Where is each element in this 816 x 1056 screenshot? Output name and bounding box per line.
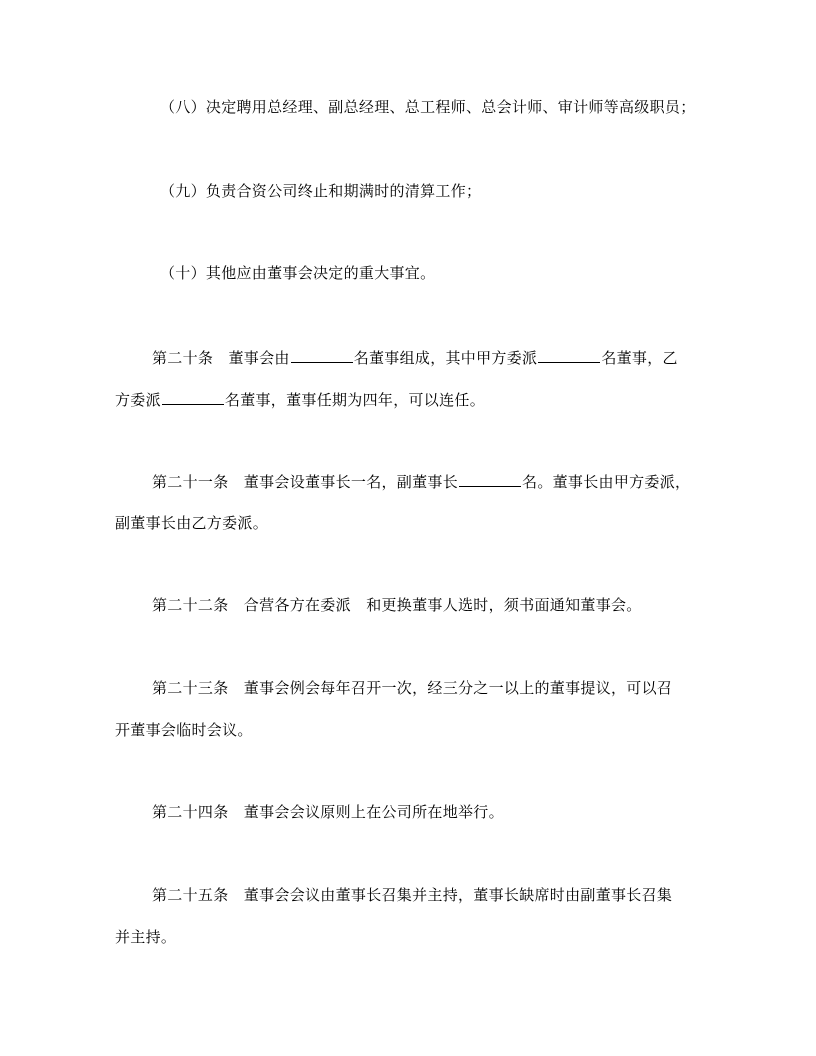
article-20-line-1 (152, 347, 678, 368)
clause-item-8: （八）决定聘用总经理、副总经理、总工程师、总会计师、审计师等高级职员； (160, 98, 696, 116)
article-20-text-2: 名董事组成，其中甲方委派 (353, 349, 538, 367)
blank-vice-chairmen (459, 471, 521, 487)
blank-party-a-directors (538, 347, 600, 363)
article-21-text-2: 名。董事长由甲方委派， (522, 473, 691, 491)
article-21-text-1: 第二十一条 董事会设董事长一名，副董事长 (152, 473, 459, 491)
article-20-line-2 (115, 389, 485, 410)
article-22: 第二十二条 合营各方在委派 和更换董事人选时，须书面通知董事会。 (152, 596, 642, 614)
article-21-line-1 (152, 471, 690, 492)
article-21-line-2: 副董事长由乙方委派。 (115, 514, 269, 532)
article-20-text-4: 方委派 (115, 391, 161, 409)
blank-party-b-directors (162, 389, 224, 405)
article-23-line-2: 开董事会临时会议。 (115, 721, 253, 739)
clause-item-10: （十）其他应由董事会决定的重大事宜。 (160, 264, 436, 282)
clause-item-9: （九）负责合资公司终止和期满时的清算工作； (160, 182, 482, 200)
article-20-text-3: 名董事，乙 (601, 349, 678, 367)
article-23-line-1: 第二十三条 董事会例会每年召开一次，经三分之一以上的董事提议，可以召 (152, 679, 673, 697)
article-20-text-1: 第二十条 董事会由 (152, 349, 290, 367)
article-25-line-2: 并主持。 (115, 928, 177, 946)
blank-total-directors (291, 347, 353, 363)
article-20-text-5: 名董事，董事任期为四年，可以连任。 (224, 391, 486, 409)
article-25-line-1: 第二十五条 董事会会议由董事长召集并主持，董事长缺席时由副董事长召集 (152, 886, 673, 904)
article-24: 第二十四条 董事会会议原则上在公司所在地举行。 (152, 803, 504, 821)
